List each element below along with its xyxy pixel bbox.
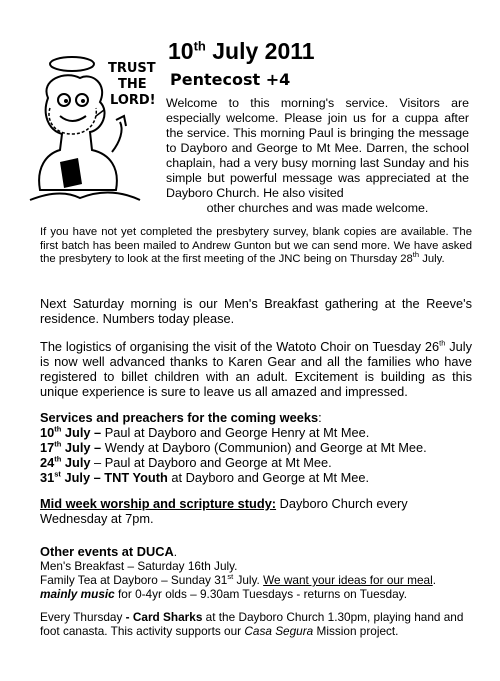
trust-the-lord-cartoon bbox=[20, 50, 170, 210]
survey-paragraph bbox=[40, 226, 472, 267]
other-events-section bbox=[40, 545, 472, 601]
event-line: mainly music for 0-4yr olds – 9.30am Tuesdays - returns on Tuesday. bbox=[40, 587, 407, 601]
cartoon-lettering: TRUST bbox=[108, 61, 156, 76]
service-row: 24th July – Paul at Dayboro and George at Mt Mee. bbox=[40, 454, 332, 470]
choir-end: July is now well advanced thanks to Karen Gear and all the families who have registered to billet children with an adult. Excitement is building as this unique experience is sure to leave us all amazed and impressed. bbox=[40, 339, 473, 399]
survey-end: July. bbox=[419, 253, 445, 265]
survey-sup: th bbox=[412, 250, 420, 260]
date-day: 10 bbox=[168, 38, 194, 64]
services-section bbox=[40, 410, 472, 485]
bulletin-date-title bbox=[168, 38, 315, 65]
breakfast-paragraph: Next Saturday morning is our Men's Breakfast gathering at the Reeve's residence. Numbers today please. bbox=[40, 296, 472, 326]
survey-text: If you have not yet completed the presbytery survey, blank copies are available. The first batch has been mailed to Andrew Gunton but we can send more. We have asked the presbytery to look at the first meeting of the JNC being on Thursday 28 bbox=[40, 226, 472, 265]
event-line: Men's Breakfast – Saturday 16th July. bbox=[40, 559, 238, 573]
svg-text:THE: THE bbox=[118, 77, 147, 92]
midweek-text: Dayboro Church every Wednesday at 7pm. bbox=[40, 496, 408, 526]
welcome-last-line: other churches and was made welcome. bbox=[206, 201, 429, 215]
choir-sup: th bbox=[439, 338, 446, 348]
date-suffix: th bbox=[193, 38, 206, 54]
event-line: Family Tea at Dayboro – Sunday 31st July. We want your ideas for our meal. bbox=[40, 572, 436, 587]
service-row: 17th July – Wendy at Dayboro (Communion) and George at Mt Mee. bbox=[40, 439, 427, 455]
other-events-heading: Other events at DUCA. bbox=[40, 544, 177, 559]
services-heading: Services and preachers for the coming weeks: bbox=[40, 410, 322, 425]
service-row: 31st July – TNT Youth at Dayboro and George at Mt Mee. bbox=[40, 469, 370, 485]
bulletin-subtitle: Pentecost +4 bbox=[170, 70, 291, 89]
date-rest: July 2011 bbox=[205, 38, 315, 64]
welcome-text: Welcome to this morning's service. Visitors are especially welcome. Please join us for a cuppa after the service. This morning Paul is bringing the message to Dayboro and George to Mt Mee. Darren, the school chaplain, had a very busy morning last Sunday and his simple but powerful message was appreciated at the Dayboro Church. He also visited bbox=[166, 96, 469, 200]
choir-paragraph bbox=[40, 339, 472, 399]
midweek-paragraph bbox=[40, 496, 472, 526]
svg-text:LORD!: LORD! bbox=[110, 93, 156, 108]
choir-text: The logistics of organising the visit of the Watoto Choir on Tuesday 26 bbox=[40, 339, 440, 354]
card-sharks-paragraph: Every Thursday - Card Sharks at the Dayboro Church 1.30pm, playing hand and foot canasta. This activity supports our Casa Segura Mission project. bbox=[40, 610, 464, 638]
service-row: 10th July – Paul at Dayboro and George Henry at Mt Mee. bbox=[40, 424, 370, 440]
welcome-paragraph bbox=[166, 96, 469, 216]
midweek-heading: Mid week worship and scripture study: bbox=[40, 496, 277, 511]
